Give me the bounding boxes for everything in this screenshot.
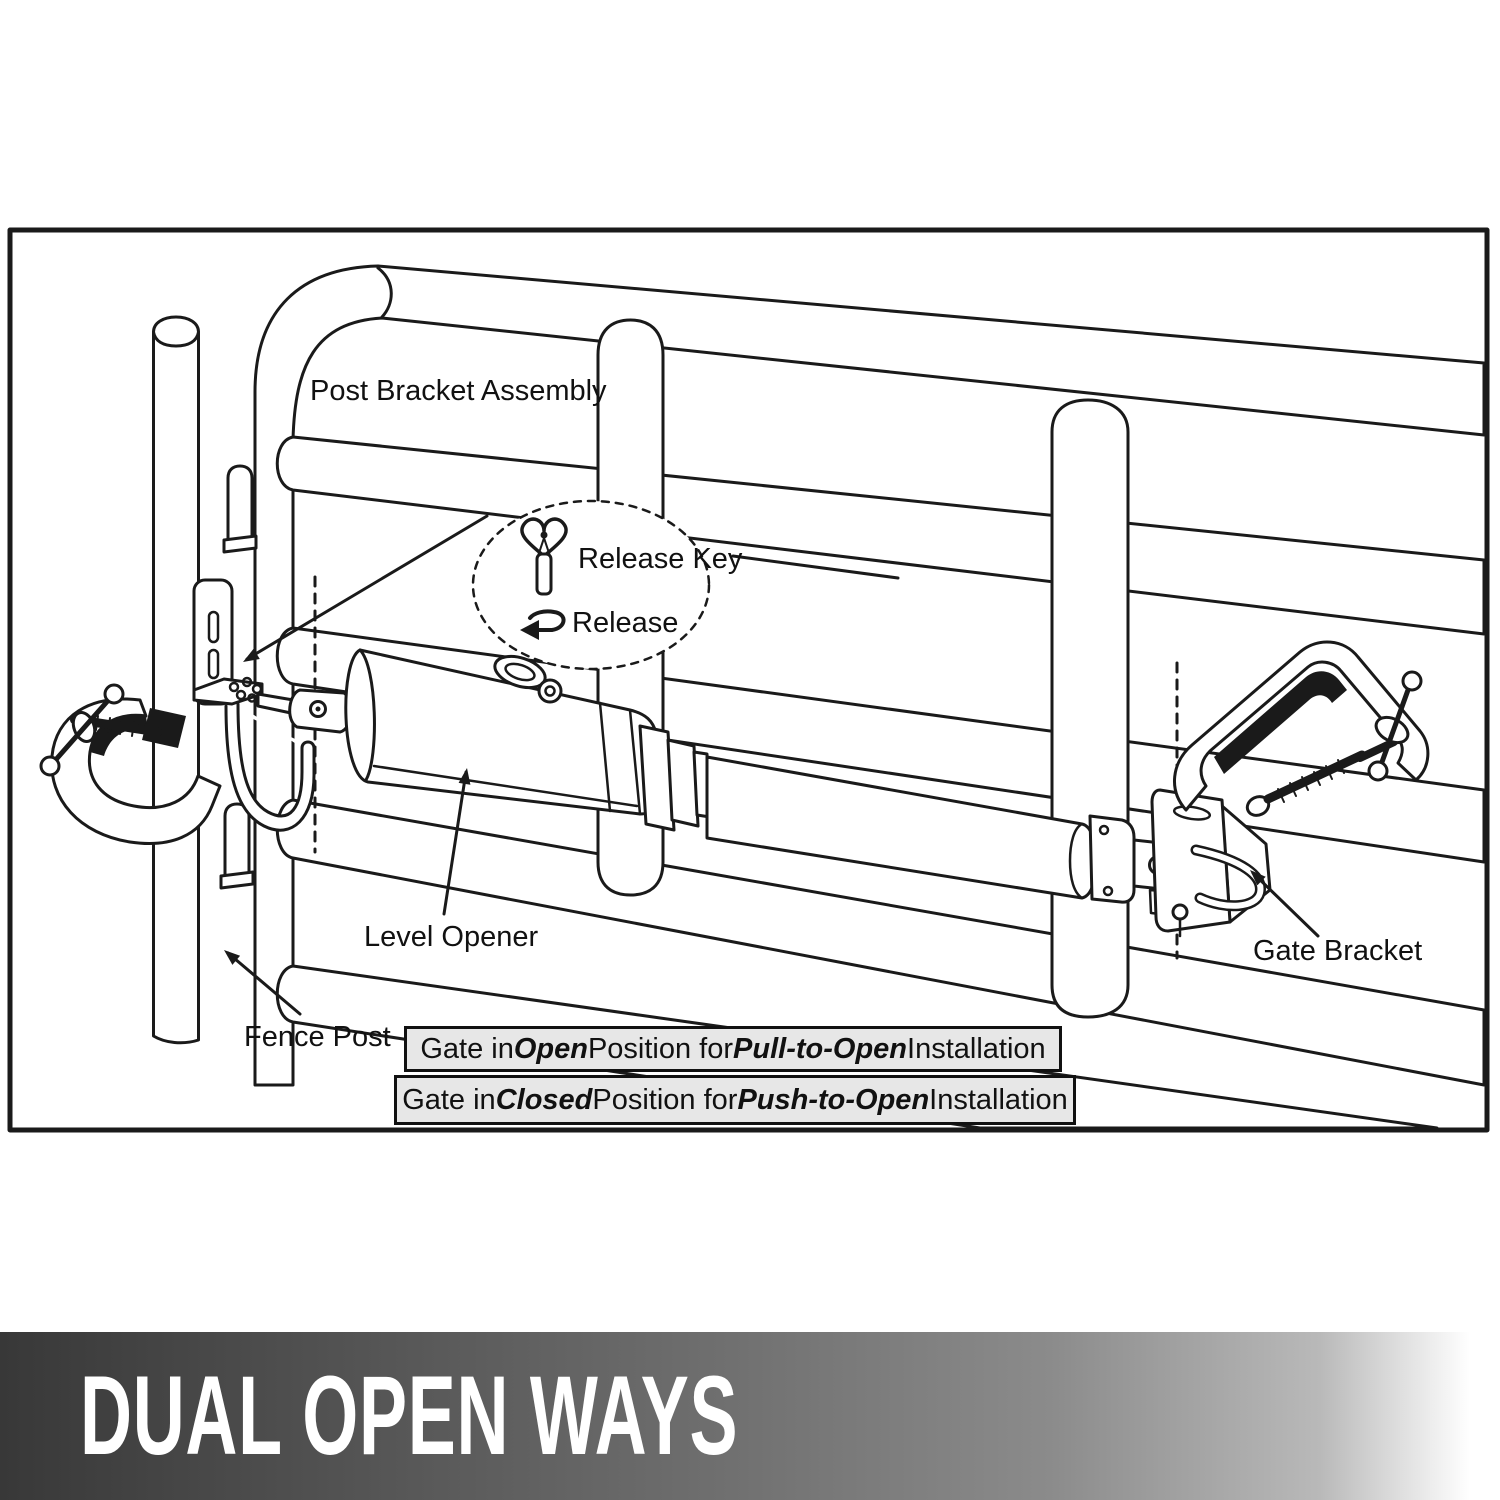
note1-bold2: Pull-to-Open xyxy=(733,1032,908,1065)
label-gate-bracket: Gate Bracket xyxy=(1253,935,1423,967)
fence-post xyxy=(154,317,199,1043)
label-level-opener: Level Opener xyxy=(364,921,539,953)
note2-pre: Gate in xyxy=(402,1083,496,1116)
note2-bold1: Closed xyxy=(495,1083,593,1116)
note-push-to-open xyxy=(394,1075,1076,1125)
hinge-bottom xyxy=(221,804,253,888)
label-fence-post: Fence Post xyxy=(244,1021,391,1053)
note1-bold1: Open xyxy=(513,1032,588,1065)
label-post-bracket-assembly: Post Bracket Assembly xyxy=(310,375,607,407)
note-pull-to-open xyxy=(404,1026,1062,1072)
note1-mid: Position for xyxy=(587,1032,734,1065)
note2-post: Installation xyxy=(929,1083,1068,1116)
note2-bold2: Push-to-Open xyxy=(737,1083,930,1116)
label-release: Release xyxy=(572,607,679,639)
note1-pre: Gate in xyxy=(420,1032,514,1065)
bottom-banner xyxy=(0,1332,1500,1500)
hinge-top xyxy=(224,466,256,552)
label-release-key: Release Key xyxy=(578,543,743,575)
release-callout-ellipse xyxy=(473,501,709,669)
note2-mid: Position for xyxy=(592,1083,738,1116)
gate-bar-middle xyxy=(1052,400,1128,1017)
banner-title: DUAL OPEN WAYS xyxy=(80,1352,739,1479)
note1-post: Installation xyxy=(907,1032,1046,1065)
